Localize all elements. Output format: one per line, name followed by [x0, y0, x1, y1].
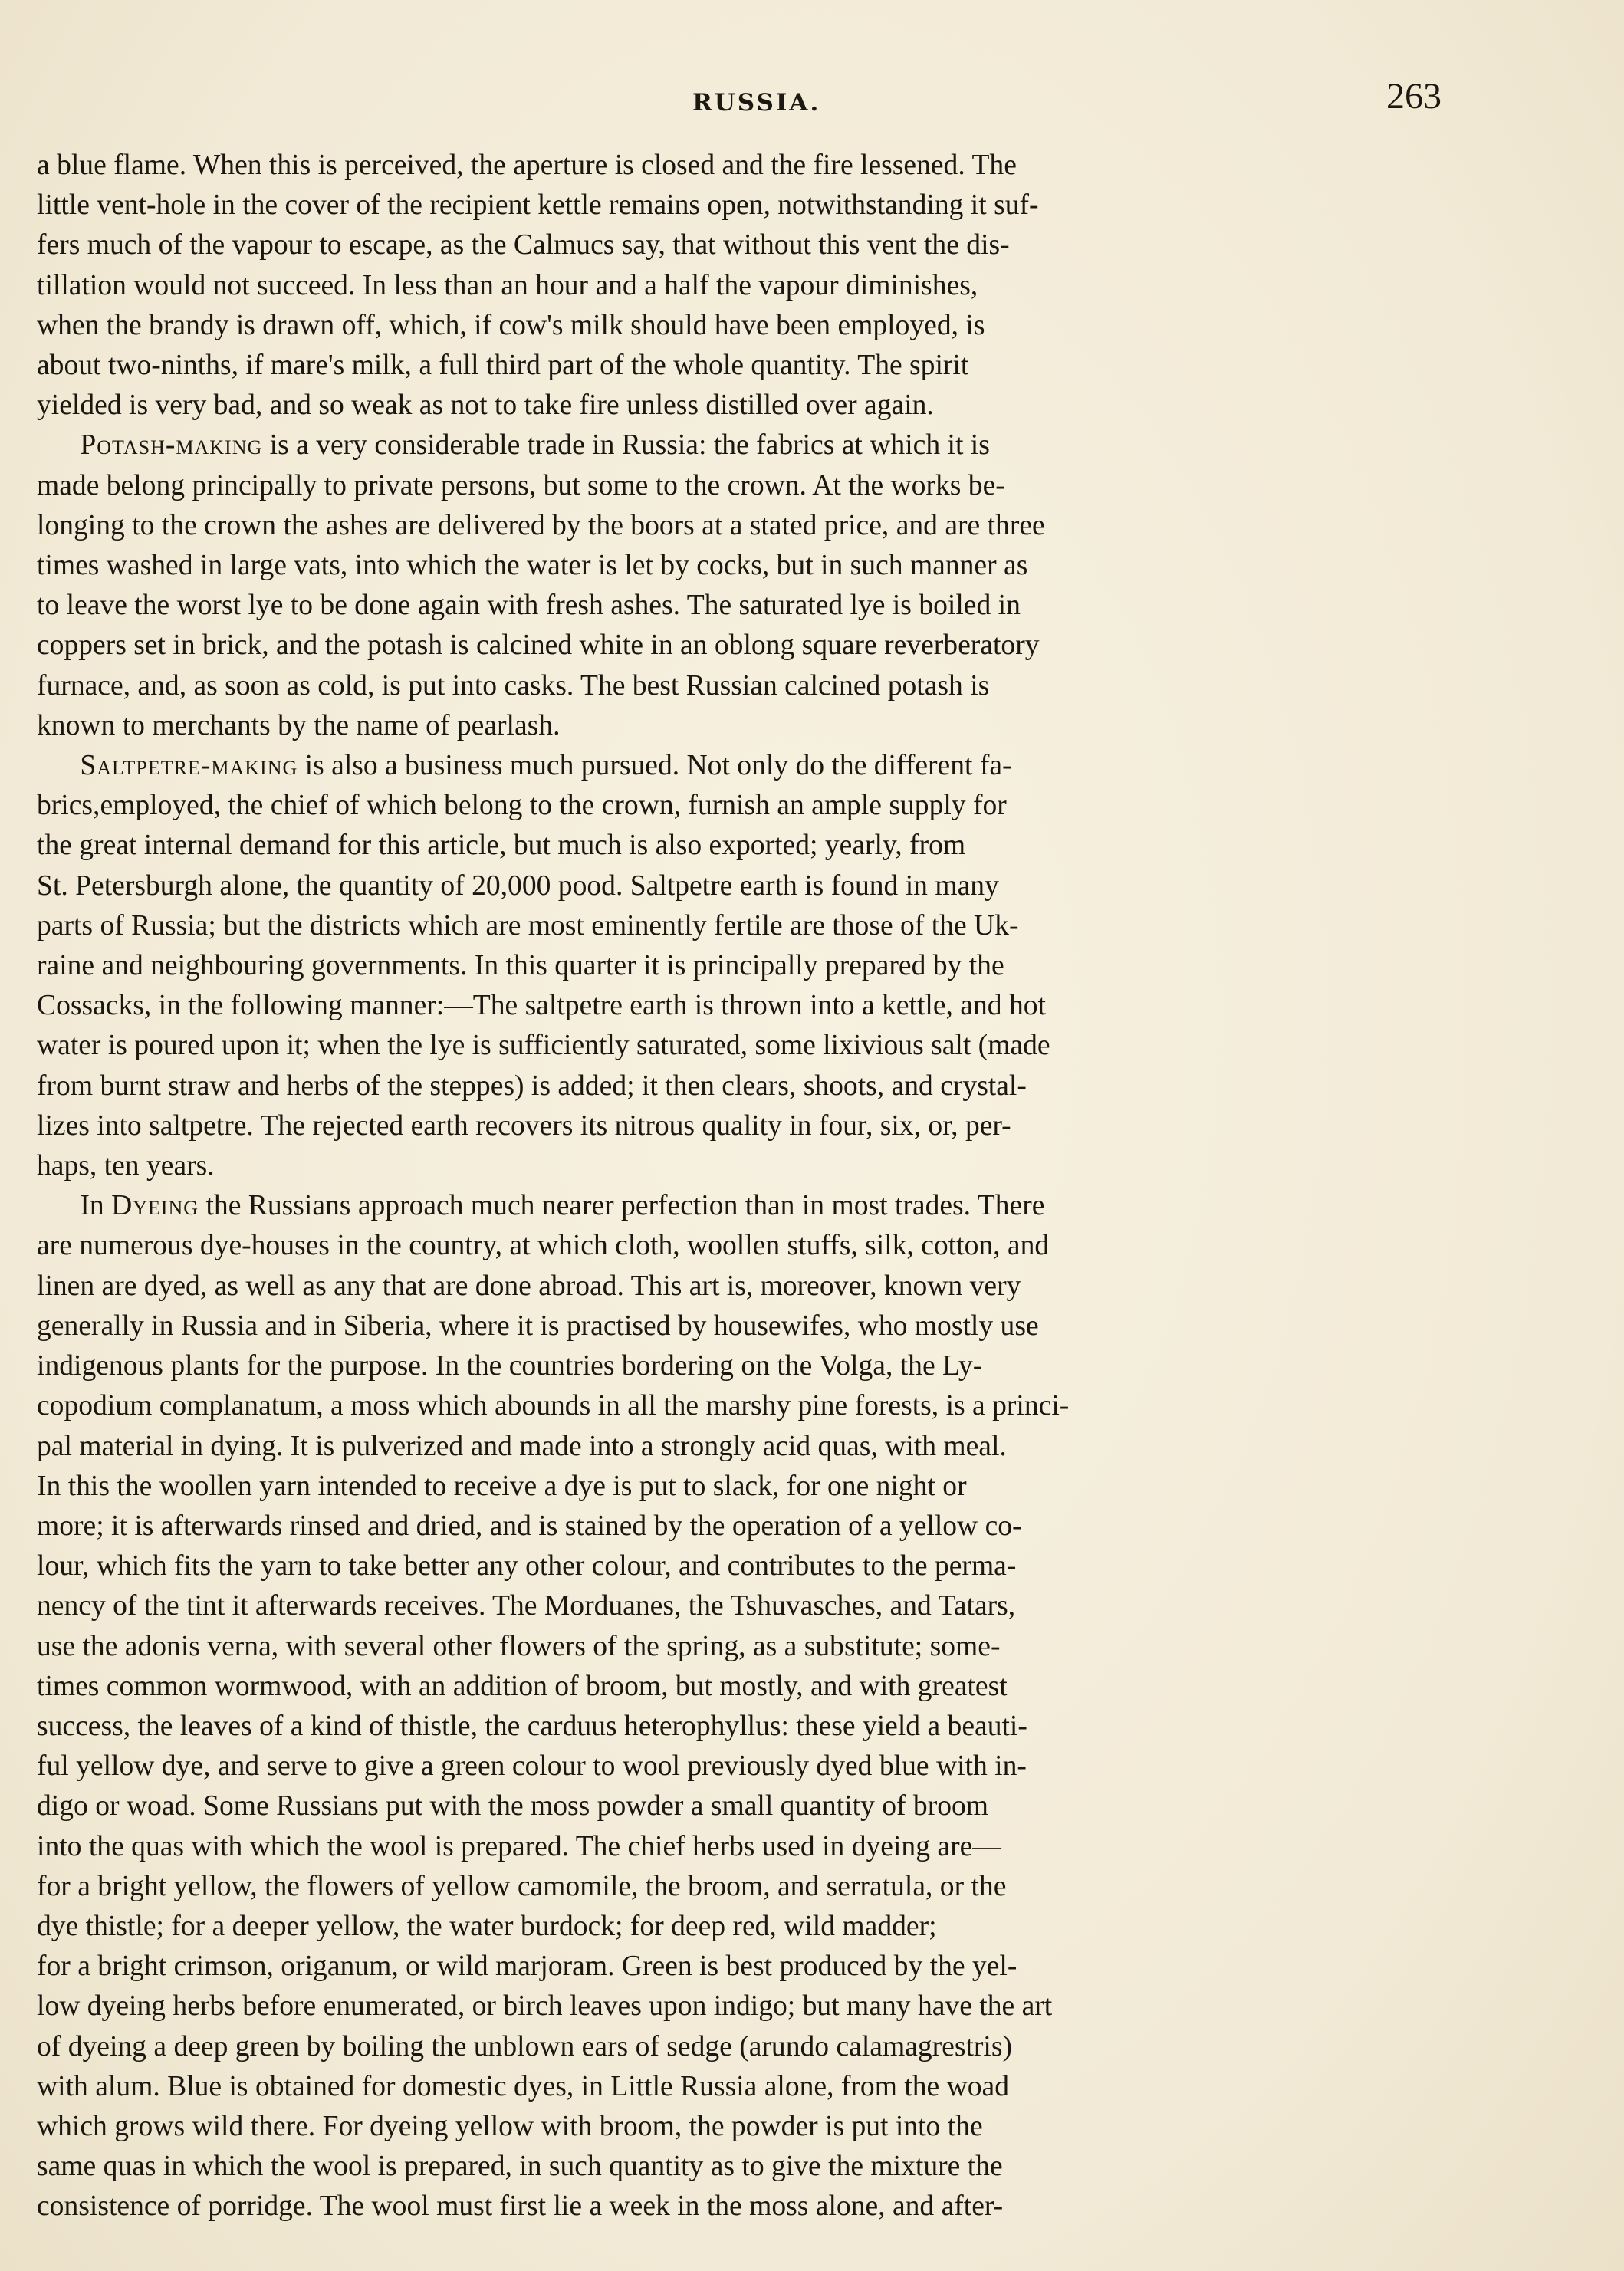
text-line: about two-ninths, if mare's milk, a full third part of the whole quantity. The spirit: [37, 350, 969, 382]
text-line: pal material in dying. It is pulverized and made into a strongly acid quas, with meal.: [37, 1430, 1007, 1462]
text-line: low dyeing herbs before enumerated, or birch leaves upon indigo; but many have the art: [37, 1990, 1053, 2023]
text-line: success, the leaves of a kind of thistle, the carduus heterophyllus: these yield a beauti-: [37, 1710, 1027, 1742]
text-line: dye thistle; for a deeper yellow, the water burdock; for deep red, wild madder;: [37, 1910, 937, 1942]
text-line: nency of the tint it afterwards receives. The Morduanes, the Tshuvasches, and Tatars,: [37, 1590, 1016, 1622]
paragraph-dyeing: [37, 1186, 1414, 2227]
text-line: more; it is afterwards rinsed and dried, and is stained by the operation of a yellow co-: [37, 1510, 1022, 1542]
text-run: In: [80, 1190, 112, 1222]
text-line: In this the woollen yarn intended to receive a dye is put to slack, for one night or: [37, 1470, 967, 1502]
text-line: yielded is very bad, and so weak as not to take fire unless distilled over again.: [37, 389, 934, 422]
text-line: times common wormwood, with an addition of broom, but mostly, and with greatest: [37, 1670, 1008, 1702]
text-line: indigenous plants for the purpose. In the countries bordering on the Volga, the Ly-: [37, 1350, 983, 1382]
text-line: made belong principally to private persons, but some to the crown. At the works be-: [37, 469, 1005, 501]
text-line: when the brandy is drawn off, which, if cow's milk should have been employed, is: [37, 309, 985, 341]
text-line: lour, which fits the yarn to take better any other colour, and contributes to the perma-: [37, 1550, 1017, 1582]
text-line: little vent-hole in the cover of the recipient kettle remains open, notwithstanding it suf-: [37, 189, 1039, 222]
running-title: RUSSIA.: [692, 89, 821, 117]
section-lead-potash-making: Potash-making: [80, 429, 263, 462]
text-line: for a bright crimson, origanum, or wild marjoram. Green is best produced by the yel-: [37, 1951, 1017, 1983]
text-line: parts of Russia; but the districts which are most eminently fertile are those of the Uk-: [37, 909, 1019, 942]
text-line: of dyeing a deep green by boiling the unblown ears of sedge (arundo calamagrestris): [37, 2030, 1013, 2062]
text-line: water is poured upon it; when the lye is sufficiently saturated, some lixivious salt (made: [37, 1030, 1050, 1062]
text-line: for a bright yellow, the flowers of yellow camomile, the broom, and serratula, or the: [37, 1870, 1007, 1902]
text-line: digo or woad. Some Russians put with the moss powder a small quantity of broom: [37, 1790, 989, 1822]
text-line: ful yellow dye, and serve to give a green colour to wool previously dyed blue with in-: [37, 1750, 1027, 1783]
page-number: 263: [1386, 76, 1442, 117]
text-line: furnace, and, as soon as cold, is put into casks. The best Russian calcined potash is: [37, 669, 990, 702]
page-header: [37, 75, 1442, 121]
text-line: generally in Russia and in Siberia, where it is practised by housewifes, who mostly use: [37, 1310, 1039, 1342]
paragraph-saltpetre-making: [37, 746, 1414, 1186]
text-line: consistence of porridge. The wool must first lie a week in the moss alone, and after-: [37, 2190, 1004, 2223]
text-line: tillation would not succeed. In less than an hour and a half the vapour diminishes,: [37, 269, 978, 301]
text-line: longing to the crown the ashes are delivered by the boors at a stated price, and are three: [37, 509, 1045, 541]
text-line: the great internal demand for this article, but much is also exported; yearly, from: [37, 830, 966, 862]
text-line: copodium complanatum, a moss which abounds in all the marshy pine forests, is a princi-: [37, 1390, 1070, 1422]
text-line: coppers set in brick, and the potash is calcined white in an oblong square reverberatory: [37, 629, 1040, 662]
text-line: which grows wild there. For dyeing yellow with broom, the powder is put into the: [37, 2110, 983, 2142]
text-line: Cossacks, in the following manner:—The saltpetre earth is thrown into a kettle, and hot: [37, 990, 1046, 1022]
text-line: [37, 746, 1414, 786]
section-lead-saltpetre-making: Saltpetre-making: [80, 750, 298, 782]
text-line: raine and neighbouring governments. In this quarter it is principally prepared by the: [37, 950, 1004, 982]
text-line: haps, ten years.: [37, 1150, 215, 1182]
body-text: [37, 146, 1414, 2227]
text-line: lizes into saltpetre. The rejected earth recovers its nitrous quality in four, six, or, per-: [37, 1109, 1011, 1142]
text-line: from burnt straw and herbs of the steppes) is added; it then clears, shoots, and crystal-: [37, 1070, 1027, 1102]
text-line: with alum. Blue is obtained for domestic dyes, in Little Russia alone, from the woad: [37, 2070, 1010, 2102]
text-run: the Russians approach much nearer perfection than in most trades. There: [199, 1190, 1045, 1222]
paragraph-distillation: [37, 146, 1414, 426]
text-line: brics,employed, the chief of which belong to the crown, furnish an ample supply for: [37, 790, 1007, 822]
paragraph-potash-making: [37, 426, 1414, 746]
section-lead-dyeing: Dyeing: [111, 1190, 199, 1222]
text-line: fers much of the vapour to escape, as the Calmucs say, that without this vent the dis-: [37, 229, 1010, 261]
text-line: [37, 1186, 1414, 1226]
text-line: a blue flame. When this is perceived, the aperture is closed and the fire lessened. The: [37, 150, 1017, 181]
text-line: St. Petersburgh alone, the quantity of 20,000 pood. Saltpetre earth is found in many: [37, 869, 999, 902]
text-line: linen are dyed, as well as any that are done abroad. This art is, moreover, known very: [37, 1270, 1021, 1302]
text-line: are numerous dye-houses in the country, at which cloth, woollen stuffs, silk, cotton, and: [37, 1230, 1050, 1262]
text-line: to leave the worst lye to be done again with fresh ashes. The saturated lye is boiled in: [37, 590, 1021, 622]
text-line: times washed in large vats, into which the water is let by cocks, but in such manner as: [37, 550, 1028, 582]
text-run: is a very considerable trade in Russia: the fabrics at which it is: [262, 429, 990, 462]
text-line: into the quas with which the wool is prepared. The chief herbs used in dyeing are—: [37, 1830, 1001, 1862]
text-line: [37, 426, 1414, 465]
text-line: known to merchants by the name of pearlash.: [37, 709, 561, 741]
text-line: same quas in which the wool is prepared, in such quantity as to give the mixture the: [37, 2151, 1003, 2183]
text-line: use the adonis verna, with several other flowers of the spring, as a substitute; some-: [37, 1630, 1001, 1662]
text-run: is also a business much pursued. Not only do the different fa-: [298, 750, 1012, 782]
